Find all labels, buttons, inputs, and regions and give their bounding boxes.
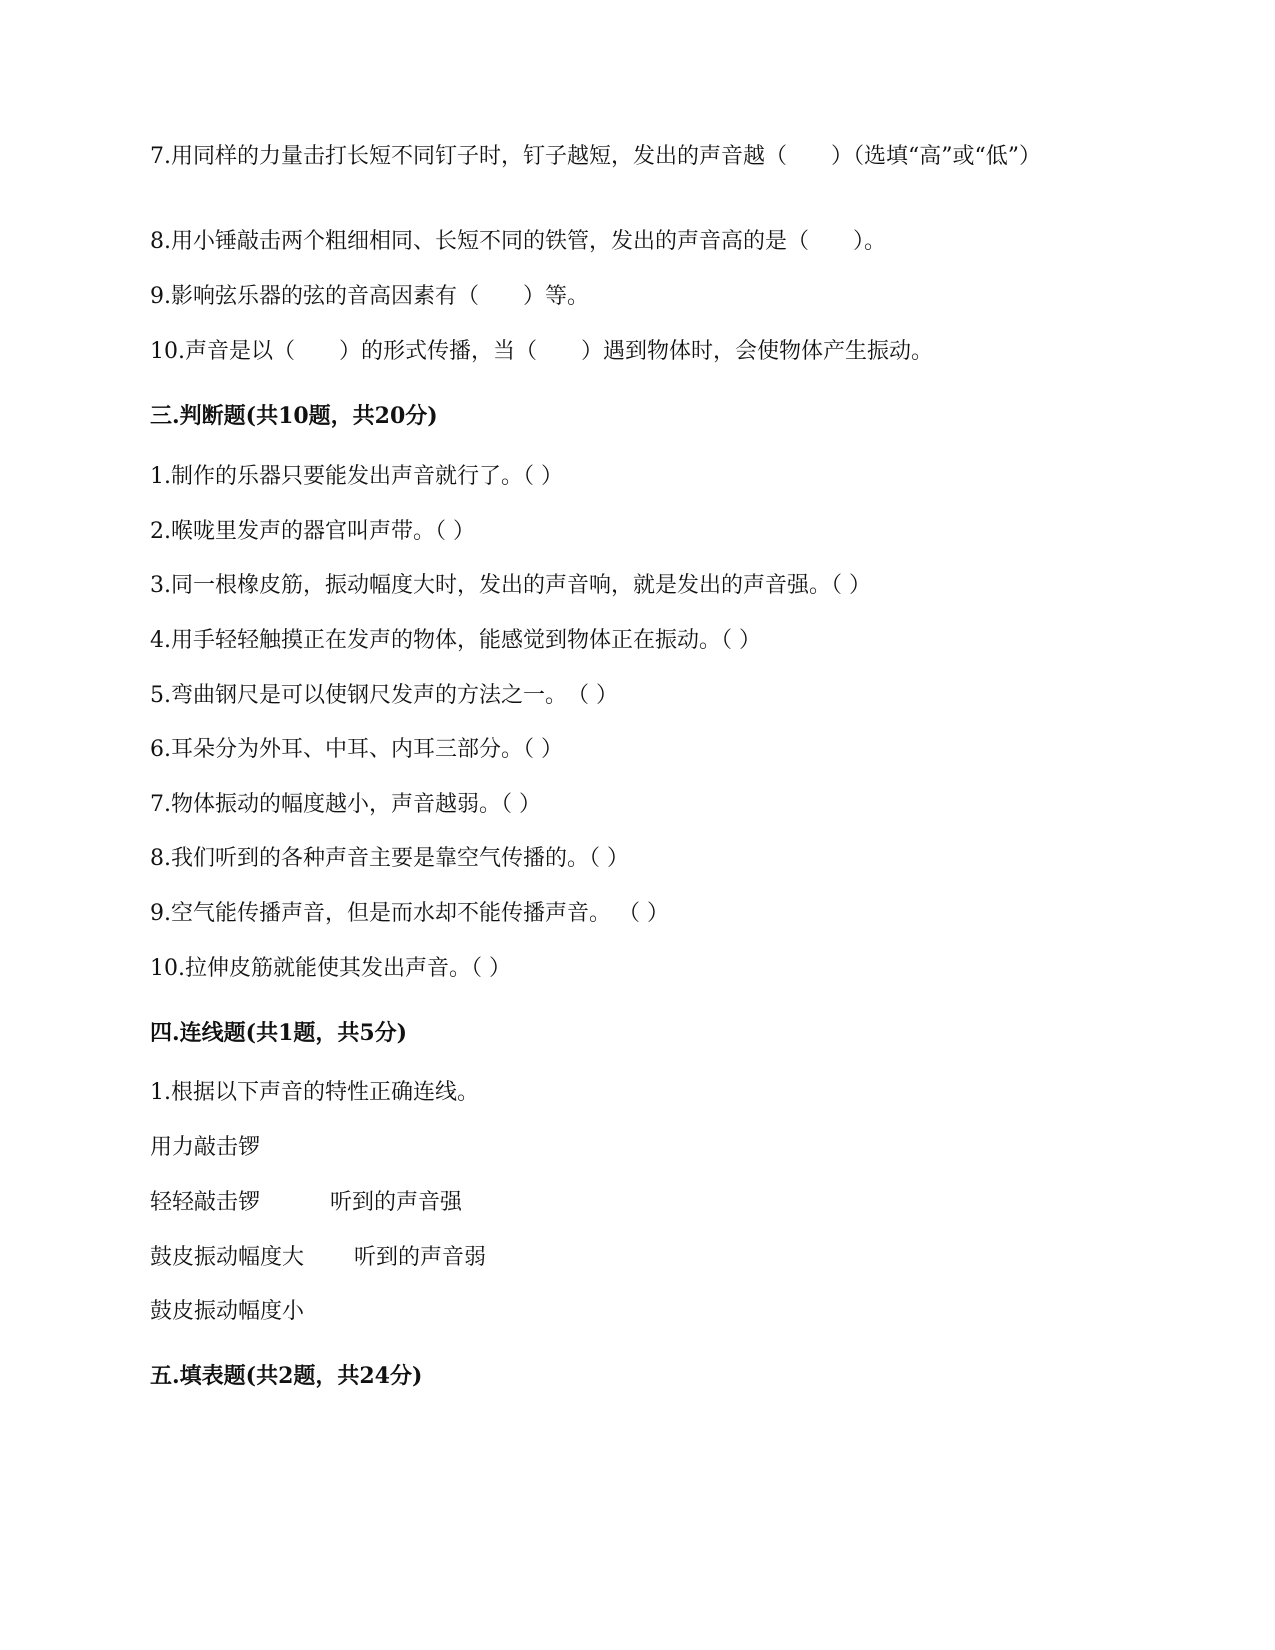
matching-left-item-1: 用力敲击锣 [150, 1135, 261, 1160]
fill-blank-question-9: 9.影响弦乐器的弦的音高因素有（ ）等。 [150, 284, 589, 309]
judgment-question-10: 10.拉伸皮筋就能使其发出声音。（ ） [150, 956, 511, 981]
section-heading-matching: 四.连线题(共1题，共5分) [150, 1020, 408, 1046]
judgment-question-5: 5.弯曲钢尺是可以使钢尺发声的方法之一。 （ ） [150, 683, 618, 708]
fill-blank-question-8: 8.用小锤敲击两个粗细相同、长短不同的铁管，发出的声音高的是（ ）。 [150, 229, 886, 254]
judgment-question-3: 3.同一根橡皮筋，振动幅度大时，发出的声音响，就是发出的声音强。（ ） [150, 573, 871, 598]
judgment-question-8: 8.我们听到的各种声音主要是靠空气传播的。（ ） [150, 846, 629, 871]
judgment-question-6: 6.耳朵分为外耳、中耳、内耳三部分。（ ） [150, 737, 563, 762]
matching-left-item-3: 鼓皮振动幅度大 [150, 1245, 305, 1270]
matching-question-1: 1.根据以下声音的特性正确连线。 [150, 1080, 479, 1105]
judgment-question-7: 7.物体振动的幅度越小，声音越弱。（ ） [150, 792, 541, 817]
section-heading-table: 五.填表题(共2题，共24分) [150, 1363, 423, 1389]
matching-right-item-2: 听到的声音弱 [354, 1245, 487, 1270]
judgment-question-2: 2.喉咙里发声的器官叫声带。（ ） [150, 519, 475, 544]
matching-right-item-1: 听到的声音强 [330, 1190, 463, 1215]
judgment-question-1: 1.制作的乐器只要能发出声音就行了。（ ） [150, 464, 563, 489]
matching-left-item-2: 轻轻敲击锣 [150, 1190, 261, 1215]
judgment-question-9: 9.空气能传播声音，但是而水却不能传播声音。 （ ） [150, 901, 669, 926]
matching-left-item-4: 鼓皮振动幅度小 [150, 1299, 305, 1324]
fill-blank-question-7: 7.用同样的力量击打长短不同钉子时，钉子越短，发出的声音越（ ）（选填“高”或“低”） [150, 144, 1041, 169]
section-heading-judgment: 三.判断题(共10题，共20分) [150, 403, 438, 429]
fill-blank-question-10: 10.声音是以（ ）的形式传播，当（ ）遇到物体时，会使物体产生振动。 [150, 339, 933, 364]
judgment-question-4: 4.用手轻轻触摸正在发声的物体，能感觉到物体正在振动。（ ） [150, 628, 761, 653]
